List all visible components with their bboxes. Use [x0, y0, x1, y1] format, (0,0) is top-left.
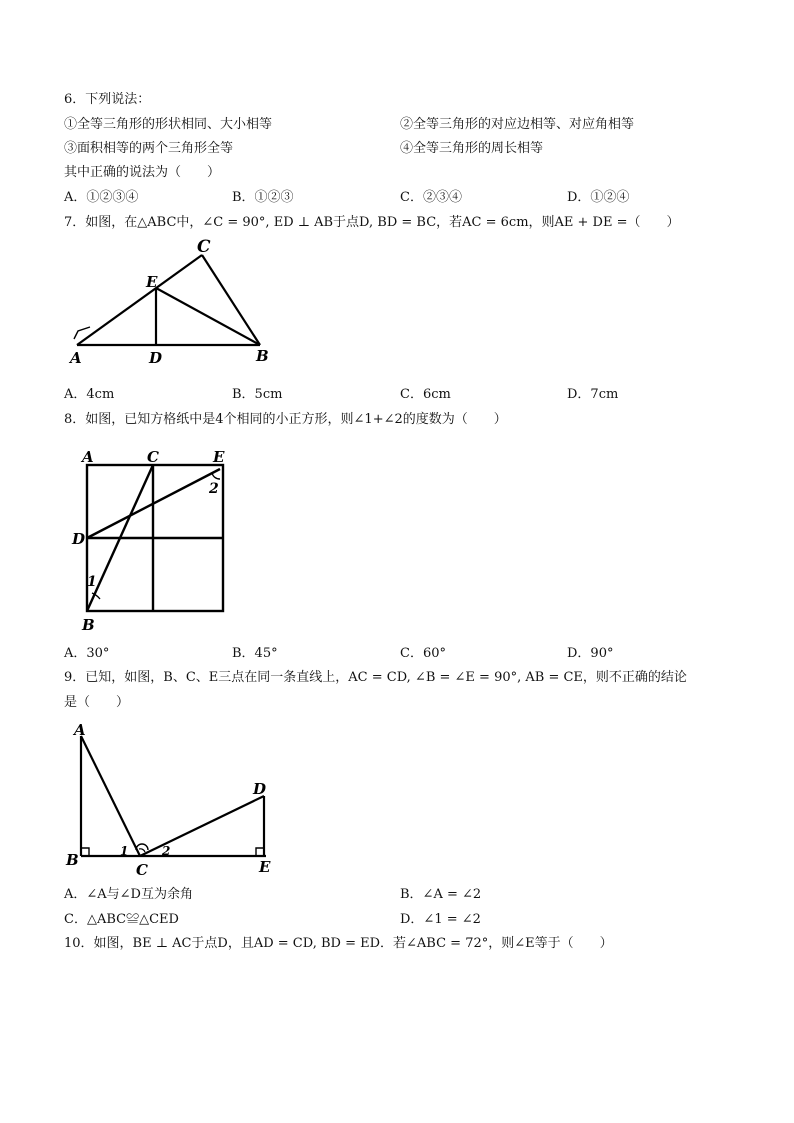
- q7-label-b: B: [256, 347, 269, 365]
- q9-label-angle-1: 1: [120, 844, 129, 858]
- q10-stem: 10．如图，BE ⊥ AC于点D，且AD = CD, BD = ED．若∠ABC = 72°，则∠E等于（ ）: [64, 936, 613, 951]
- q6-option-d: D．①②④: [567, 190, 630, 205]
- q7-label-d: D: [149, 349, 163, 367]
- q7-figure: [60, 235, 290, 370]
- q6-option-b: B．①②③: [232, 190, 294, 205]
- q9-label-angle-2: 2: [162, 844, 171, 858]
- q9-option-a: A．∠A与∠D互为余角: [64, 887, 193, 902]
- q7-stem: 7．如图，在△ABC中，∠C = 90°, ED ⊥ AB于点D, BD = BC，若AC = 6cm，则AE + DE =（ ）: [64, 215, 680, 230]
- q9-stem-line-1: 9．已知，如图，B、C、E三点在同一条直线上，AC = CD, ∠B = ∠E = 90°, AB = CE，则不正确的结论: [64, 670, 687, 685]
- q9-label-e: E: [259, 858, 271, 876]
- q8-option-a: A．30°: [64, 646, 110, 661]
- q8-figure: [60, 443, 240, 635]
- q8-option-b: B．45°: [232, 646, 278, 661]
- q8-option-c: C．60°: [400, 646, 446, 661]
- q9-label-a: A: [74, 722, 86, 739]
- q8-label-e: E: [213, 448, 225, 466]
- q6-option-c: C．②③④: [400, 190, 462, 205]
- q7-label-c: C: [197, 237, 211, 257]
- q9-stem-line-2: 是（ ）: [64, 695, 130, 710]
- q7-option-c: C．6cm: [400, 387, 451, 402]
- q9-label-b: B: [66, 851, 79, 869]
- q9-label-c: C: [136, 861, 148, 879]
- q7-label-e: E: [146, 273, 158, 291]
- q7-label-a: A: [70, 349, 82, 367]
- q6-statement-3: ③面积相等的两个三角形全等: [64, 141, 234, 156]
- q6-stem: 6．下列说法：: [64, 92, 151, 107]
- q8-stem: 8．如图，已知方格纸中是4个相同的小正方形，则∠1+∠2的度数为（ ）: [64, 412, 507, 427]
- q9-option-b: B．∠A = ∠2: [400, 887, 482, 902]
- q6-statement-2: ②全等三角形的对应边相等、对应角相等: [400, 117, 635, 132]
- q8-label-d: D: [72, 530, 86, 548]
- q8-label-a: A: [82, 448, 94, 466]
- q7-option-d: D．7cm: [567, 387, 619, 402]
- q6-statement-1: ①全等三角形的形状相同、大小相等: [64, 117, 273, 132]
- q8-label-angle-2: 2: [209, 481, 219, 497]
- q9-figure: [60, 722, 285, 879]
- q7-option-a: A．4cm: [64, 387, 115, 402]
- q7-option-b: B．5cm: [232, 387, 283, 402]
- q6-option-a: A．①②③④: [64, 190, 139, 205]
- q9-option-d: D．∠1 = ∠2: [400, 912, 481, 927]
- q8-label-angle-1: 1: [87, 574, 97, 590]
- q9-label-d: D: [253, 780, 267, 798]
- q6-question: 其中正确的说法为（ ）: [64, 165, 221, 180]
- q6-statement-4: ④全等三角形的周长相等: [400, 141, 544, 156]
- q8-label-c: C: [147, 448, 159, 466]
- q8-label-b: B: [82, 616, 95, 634]
- q8-option-d: D．90°: [567, 646, 614, 661]
- q9-option-c: C．△ABC≌△CED: [64, 912, 179, 927]
